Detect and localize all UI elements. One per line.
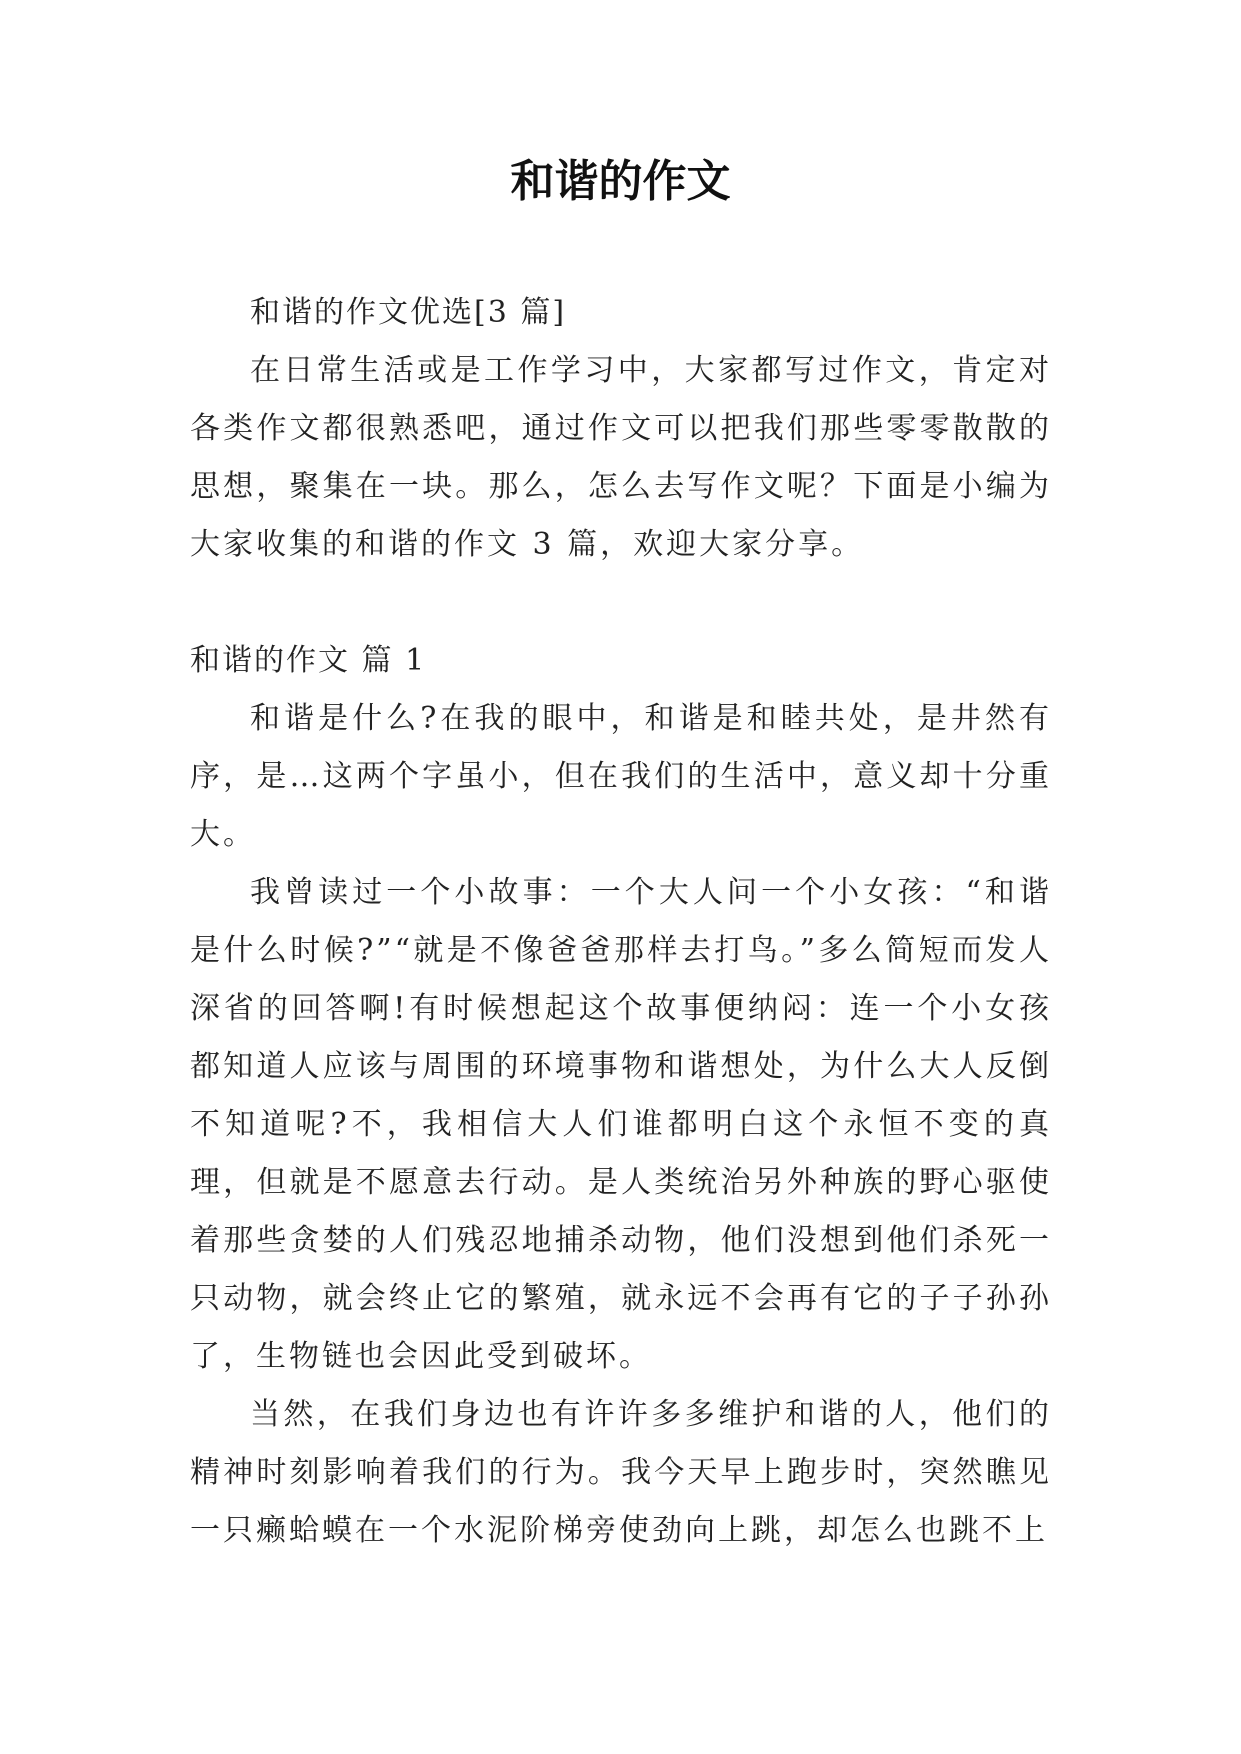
intro-paragraph: 在日常生活或是工作学习中，大家都写过作文，肯定对各类作文都很熟悉吧，通过作文可以把我们那些零零散散的思想，聚集在一块。那么，怎么去写作文呢？下面是小编为大家收集的和谐的作文 3 篇，欢迎大家分享。 (190, 353, 1052, 562)
document-title: 和谐的作文 (510, 156, 731, 207)
section-heading: 和谐的作文 篇 1 (190, 643, 427, 678)
document-subtitle: 和谐的作文优选[3 篇] (250, 295, 567, 330)
body-paragraph: 当然，在我们身边也有许许多多维护和谐的人，他们的精神时刻影响着我们的行为。我今天早上跑步时，突然瞧见一只癞蛤蟆在一个水泥阶梯旁使劲向上跳，却怎么也跳不上 (190, 1397, 1052, 1548)
body-paragraph: 我曾读过一个小故事：一个大人问一个小女孩：“和谐是什么时候?”“就是不像爸爸那样去打鸟。”多么简短而发人深省的回答啊!有时候想起这个故事便纳闷：连一个小女孩都知道人应该与周围的环境事物和谐想处，为什么大人反倒不知道呢?不，我相信大人们谁都明白这个永恒不变的真理，但就是不愿意去行动。是人类统治另外种族的野心驱使着那些贪婪的人们残忍地捕杀动物，他们没想到他们杀死一只动物，就会终止它的繁殖，就永远不会再有它的子子孙孙了，生物链也会因此受到破坏。 (190, 875, 1052, 1374)
body-paragraph: 和谐是什么?在我的眼中，和谐是和睦共处，是井然有序，是…这两个字虽小，但在我们的生活中，意义却十分重大。 (190, 701, 1052, 852)
document-body (190, 284, 1052, 1560)
